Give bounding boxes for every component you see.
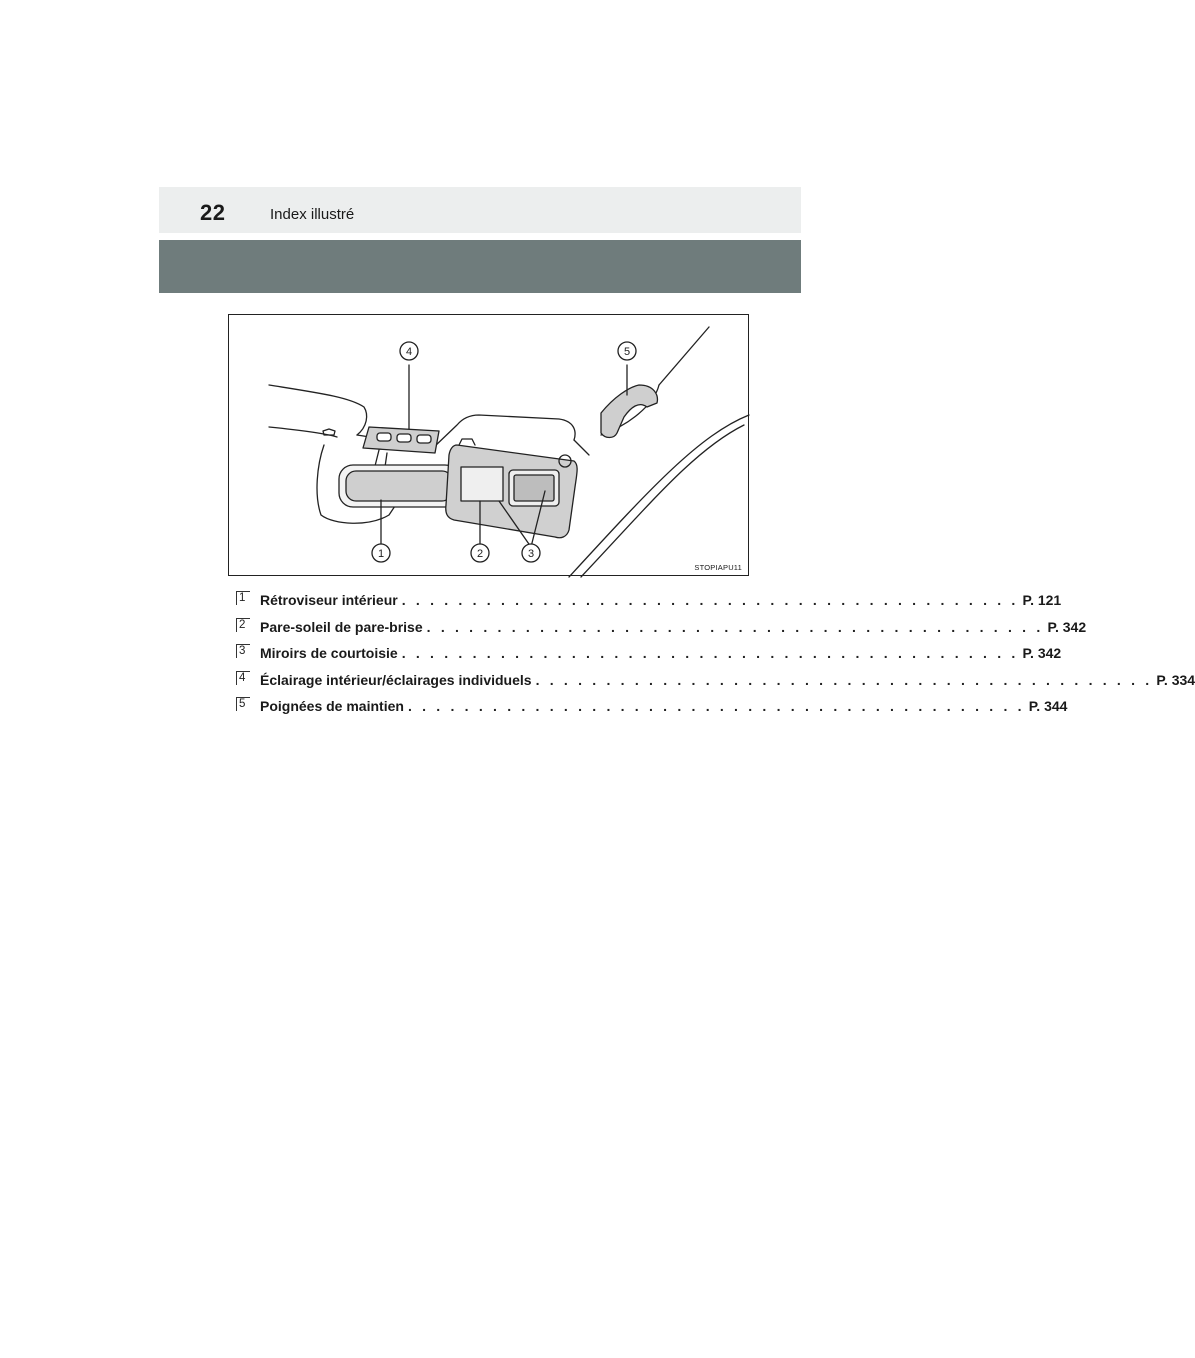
- page-reference-link[interactable]: P. 342: [1047, 618, 1087, 635]
- legend-item: [236, 643, 1062, 670]
- callout-1: 1: [377, 548, 385, 560]
- leader-dots: . . . . . . . . . . . . . . . . . . . . . . . . . . . . . . . . . . . . . . . . . . . .: [535, 671, 1153, 688]
- page-reference-link[interactable]: P. 334: [1156, 671, 1195, 688]
- leader-dots: . . . . . . . . . . . . . . . . . . . . . . . . . . . . . . . . . . . . . . . . . . . .: [407, 698, 1025, 714]
- page-reference-link[interactable]: P. 342: [1022, 645, 1062, 661]
- callout-4: 4: [405, 346, 413, 358]
- legend-label: Pare-soleil de pare-brise: [260, 618, 423, 635]
- callout-5: 5: [623, 346, 631, 358]
- legend-item: [236, 696, 1068, 723]
- legend-list: [236, 590, 1195, 723]
- interior-drawing: [229, 315, 750, 577]
- page-reference-link[interactable]: P. 121: [1022, 592, 1062, 608]
- legend-item: [236, 590, 1062, 617]
- leader-dots: . . . . . . . . . . . . . . . . . . . . . . . . . . . . . . . . . . . . . . . . . . . .: [426, 618, 1044, 635]
- page-number: 22: [200, 200, 226, 225]
- page-reference-link[interactable]: P. 344: [1028, 698, 1068, 714]
- section-title: Index illustré: [270, 206, 355, 223]
- callout-2: 2: [476, 548, 484, 560]
- interior-illustration: [228, 314, 749, 576]
- callout-3: 3: [527, 548, 535, 560]
- legend-item: [236, 617, 1087, 644]
- legend-number: 1: [236, 591, 250, 605]
- legend-number: 3: [236, 644, 250, 658]
- figure-code: STOPIAPU11: [694, 563, 742, 572]
- leader-dots: . . . . . . . . . . . . . . . . . . . . . . . . . . . . . . . . . . . . . . . . . . . .: [401, 592, 1019, 608]
- legend-number: 4: [236, 671, 250, 685]
- legend-label: Miroirs de courtoisie: [260, 645, 398, 661]
- legend-number: 5: [236, 697, 250, 711]
- legend-label: Éclairage intérieur/éclairages individuels: [260, 671, 532, 688]
- legend-label: Poignées de maintien: [260, 698, 404, 714]
- legend-number: 2: [236, 618, 250, 632]
- section-band: [159, 240, 801, 293]
- legend-item: [236, 670, 1195, 697]
- leader-dots: . . . . . . . . . . . . . . . . . . . . . . . . . . . . . . . . . . . . . . . . . . . .: [401, 645, 1019, 661]
- legend-label: Rétroviseur intérieur: [260, 592, 398, 608]
